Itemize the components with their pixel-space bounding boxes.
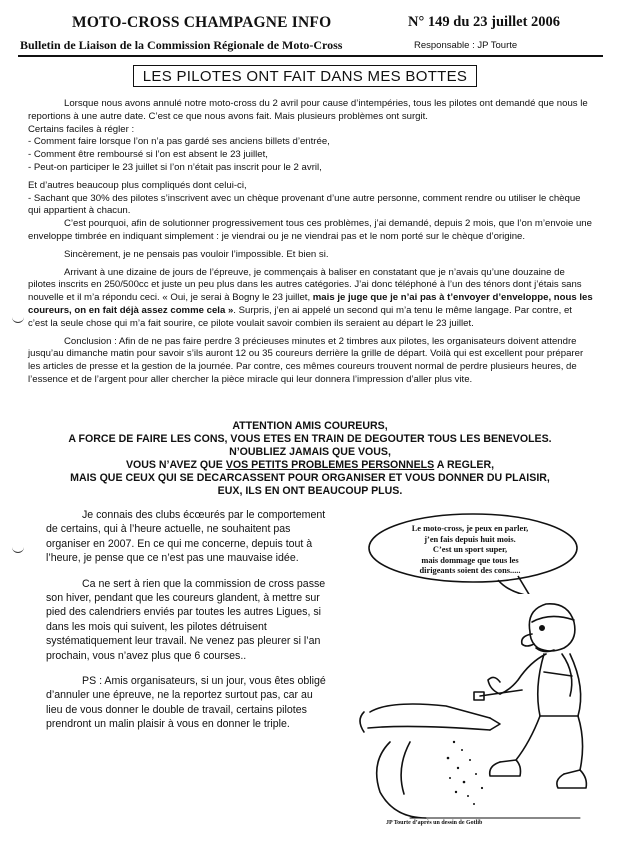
problem-item: - Sachant que 30% des pilotes s’inscrivent avec un chèque provenant d’une autre personne, comment rendre ou utiliser le chèque qui appartient à chacun. (28, 192, 581, 217)
warning-line (40, 459, 580, 472)
balloon-line: Le moto-cross, je peux en parler, (411, 524, 529, 533)
problems-easy-intro: Certains faciles à régler : (28, 123, 135, 135)
rider-drawing (350, 592, 598, 824)
cartoon-illustration (350, 510, 598, 840)
warning-line: MAIS QUE CEUX QUI SE DECARCASSENT POUR ORGANISER ET VOUS DONNER DU PLAISIR, (70, 472, 550, 484)
rider-quote: mais je juge que je n’ai pas à t’envoyer d’enveloppe, nous les coureurs, on en fait déjà assez comme cela » (28, 292, 593, 316)
article-headline: LES PILOTES ONT FAIT DANS MES BOTTES (133, 65, 477, 87)
balloon-line: mais dommage que tous les (421, 555, 519, 565)
article-body (28, 98, 593, 387)
paragraph-ps: PS : Amis organisateurs, si un jour, vous êtes obligé d’annuler une épreuve, ne la reportez surtout pas, car au lieu de vous donner le double de travail, certains pilotes prendront un malin plaisir à vous en donner le triple. (46, 675, 326, 731)
problems-hard-intro: Et d’autres beaucoup plus compliqués dont celui-ci, (28, 179, 247, 191)
problem-item: - Comment être remboursé si l’on est absent le 23 juillet, (28, 149, 268, 161)
problem-item: - Peut-on participer le 23 juillet si l’on n’était pas inscrit pour le 2 avril, (28, 161, 322, 173)
newsletter-title: MOTO-CROSS CHAMPAGNE INFO (72, 14, 332, 31)
balloon-line: j’en fais depuis huit mois. (424, 534, 516, 544)
balloon-line: C’est un sport super, (432, 545, 508, 554)
problem-item: - Comment faire lorsque l’on n’a pas gardé ses anciens billets d’entrée, (28, 136, 330, 148)
left-column (46, 508, 328, 732)
speech-balloon-text (380, 524, 560, 577)
paragraph-sincerely: Sincèrement, je ne pensais pas vouloir l’impossible. Et bien si. (64, 248, 329, 260)
paragraph-conclusion: Conclusion : Afin de ne pas faire perdre 3 précieuses minutes et 2 timbres aux pilotes, les organisateurs doivent attendre jusqu’au dimanche matin pour savoir s’ils auront 12 ou 35 coureurs derrière la grille de départ. Voilà qui est excellent pour préparer les articles de presse et la gestion de la journée. Par contre, ces mêmes coureurs trouvent normal de perdre plusieurs heures, de l’essence et de l’argent pour aller chercher la pièce miracle qui leur donnera l’impression d’aller plus vite. (28, 335, 584, 385)
warning-underlined-text: VOS PETITS PROBLEMES PERSONNELS (225, 459, 435, 471)
paragraph-clubs: Je connais des clubs écœurés par le comportement de certains, qui à l’heure actuelle, ne souhaitent pas organiser en 2007. En ce qui me concerne, depuis tout à l’heure, je pense que ce n’est pas une mauvaise idée. (46, 509, 326, 565)
punch-hole-mark (12, 546, 24, 553)
phone-call-text-end: . Surpris, j’en ai appelé un second qui m’a tenu le même langage. Par contre, et c’est la seule chose qui m’a fait sourire, ce pilote voulait savoir combien ils seraient au départ le 23 juillet. (28, 304, 572, 329)
warning-text: A REGLER, (434, 459, 495, 471)
paragraph-intro: Lorsque nous avons annulé notre moto-cross du 2 avril pour cause d’intempéries, tous les pilotes ont demandé que nous le reportions à une autre date. C’est ce que nous avons fait. Mais plusieurs problèmes ont surgit. (28, 98, 588, 122)
punch-hole-mark (12, 316, 24, 323)
paragraph-solution: C’est pourquoi, afin de solutionner progressivement tous ces problèmes, j’ai demandé, depuis 2 mois, que l’on m’envoie une enveloppe timbrée en indiquant simplement : je viendrai ou je ne viendrai pas et le nom porté sur le chèque d’origine. (28, 218, 592, 242)
newsletter-subtitle: Bulletin de Liaison de la Commission Régionale de Moto-Cross (20, 38, 343, 52)
header-divider (18, 55, 603, 57)
issue-number: N° 149 du 23 juillet 2006 (408, 14, 561, 30)
balloon-line: dirigeants soient des cons..... (419, 566, 521, 575)
warning-line: A FORCE DE FAIRE LES CONS, VOUS ETES EN TRAIN DE DEGOUTER TOUS LES BENEVOLES. (68, 433, 552, 445)
responsible-line: Responsable : JP Tourte (414, 40, 518, 51)
warning-line: ATTENTION AMIS COUREURS, (232, 420, 388, 432)
phone-call-text: Arrivant à une dizaine de jours de l’épreuve, je commençais à baliser en constatant que je n’avais qu’une douzaine de pilotes inscrits en 250/500cc et juste un peu plus dans les autres catégories. J’ai donc téléphoné à l’un des ténors dont j’étais sans nouvelle et il m’a répondu ceci. « Oui, je serai à Bogny le 23 juillet, (28, 266, 582, 304)
warning-block (40, 420, 580, 498)
paragraph-phone-call (28, 267, 593, 331)
warning-line: EUX, ILS EN ONT BEAUCOUP PLUS. (217, 485, 403, 497)
drawing-credit: JP Tourte d’après un dessin de Gotlib (386, 820, 483, 826)
warning-line: N’OUBLIEZ JAMAIS QUE VOUS, (229, 446, 391, 458)
paragraph-commission: Ca ne sert à rien que la commission de cross passe son hiver, pendant que les coureurs glandent, à mettre sur pied des calendriers enviés par toutes les autres Ligues, si dans les mois qui suivent, les pilotes détruisent systématiquement leur travail. Ne venez pas pleurer si l’an prochain, vous n’avez plus que 6 courses.. (46, 577, 326, 662)
warning-text: VOUS N’AVEZ QUE (125, 459, 226, 471)
